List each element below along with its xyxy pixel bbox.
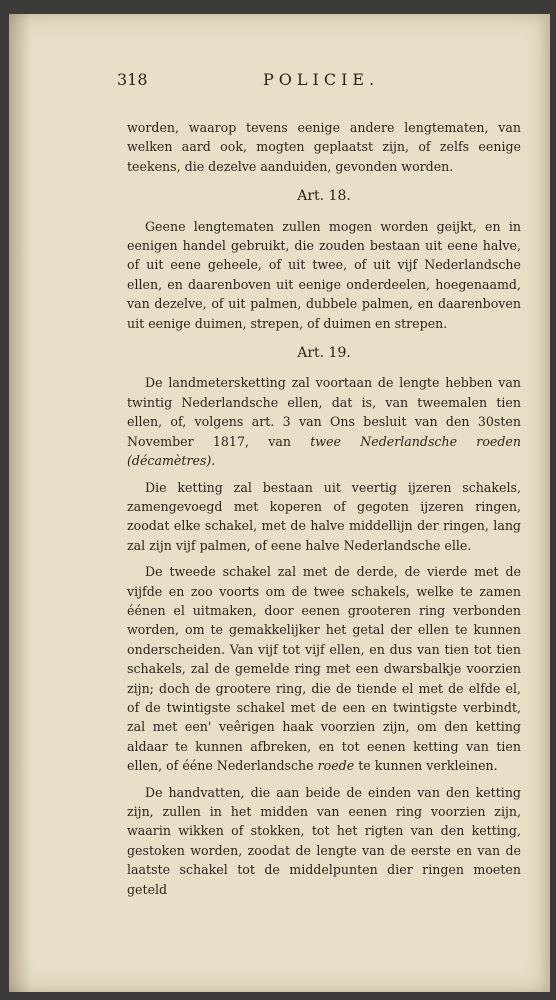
page-gutter-shadow <box>9 14 31 992</box>
article-19-p3-end: te kunnen verkleinen. <box>358 758 498 774</box>
article-19-p3-text: De tweede schakel zal met de derde, de vierde met de vijfde en zoo voorts om de twee schakels, welke te zamen éénen el uitmaken, door eenen grooteren ring verbonden worden, om te gemakkelijker het getal der ellen te kunnen onderscheiden. Van vijf tot vijf ellen, en dus van tien tot tien schakels, zal de gemelde ring met een dwarsbalkje voorzien zijn; doch de grootere ring, die de tiende el met de elfde el, of de twintigste schakel met de een en twintigste verbindt, zal met een' veêrigen haak voorzien zijn, om den ketting aldaar te kunnen afbreken, en tot eenen ketting van tien ellen, of ééne Nederlandsche <box>127 564 521 774</box>
article-19-p3-italic: roede <box>317 758 355 774</box>
article-18-paragraph: Geene lengtematen zullen mogen worden geijkt, en in eenigen handel gebruikt, die zouden bestaan uit eene halve, of uit eene geheele, of uit twee, of uit vijf Nederlandsche ellen, en daarenboven uit eenige onderdeelen, hoegenaamd, van dezelve, of uit palmen, dubbele palmen, en daarenboven uit eenige duimen, strepen, of duimen en strepen. <box>127 218 521 331</box>
article-19-heading: Art. 19. <box>297 345 351 362</box>
article-19-paragraph-1 <box>127 373 521 470</box>
intro-paragraph: worden, waarop tevens eenige andere lengtematen, van welken aard ook, mogten geplaatst zijn, of zelfs eenige teekens, die dezelve aanduiden, gevonden worden. <box>127 120 521 174</box>
page-body <box>127 118 521 899</box>
page-number: 318 <box>117 70 148 89</box>
article-19-paragraph-2: Die ketting zal bestaan uit veertig ijzeren schakels, zamengevoegd met koperen of gegoten ijzeren ringen, zoodat elke schakel, met de halve middellijn der ringen, lang zal zijn vijf palmen, of eene halve Nederlandsche elle. <box>127 479 521 553</box>
article-19-p1-text: De landmetersketting zal voortaan de lengte hebben van twintig Nederlandsche ellen, dat is, van tweemalen tien ellen, of, volgens art. 3 van Ons besluit van den 30sten November 1817, van <box>127 375 521 449</box>
running-head: POLICIE. <box>263 70 380 89</box>
article-19-p1-italic: twee Nederlandsche roeden (décamètres). <box>127 433 521 469</box>
article-18-heading: Art. 18. <box>297 188 351 205</box>
article-19-paragraph-4: De handvatten, die aan beide de einden van den ketting zijn, zullen in het midden van eenen ring voorzien zijn, waarin wikken of stokken, tot het rigten van den ketting, gestoken worden, zoodat de lengte van de eerste en van de laatste schakel tot de middelpunten dier ringen moeten geteld <box>127 784 521 897</box>
article-19-paragraph-3 <box>127 562 521 775</box>
